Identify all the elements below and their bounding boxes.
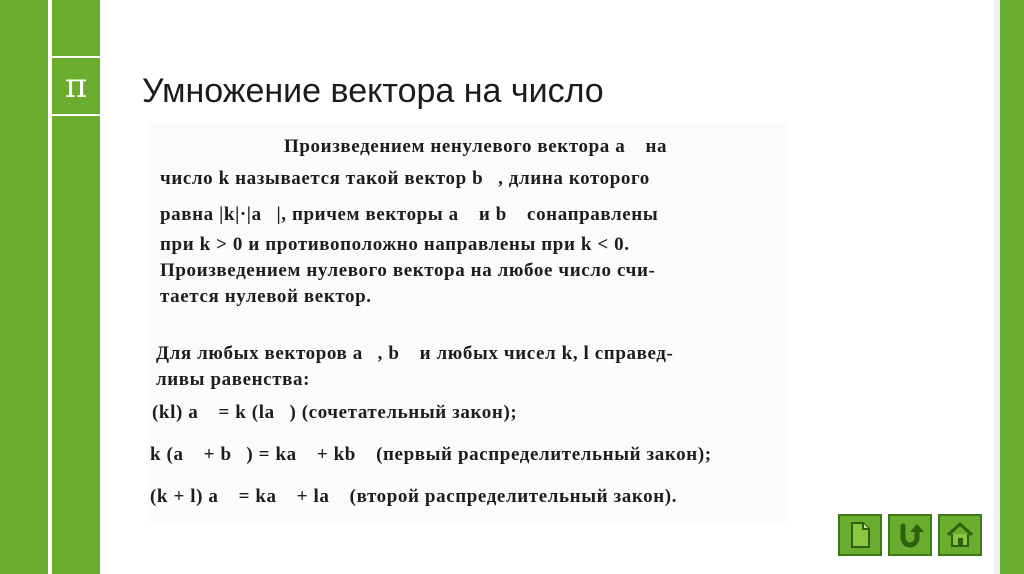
definition-line-1: Произведением ненулевого вектора a⃗ на: [284, 136, 668, 157]
laws-line-5: (k + l) a⃗ = ka⃗ + la⃗ (второй распределительный закон).: [150, 486, 678, 507]
definition-line-4: при k > 0 и противоположно направлены при k < 0.: [160, 234, 630, 255]
laws-line-2: ливы равенства:: [156, 369, 311, 390]
definition-line-6: тается нулевой вектор.: [160, 286, 372, 307]
home-icon: [945, 520, 975, 550]
pi-divider-top: [52, 56, 100, 58]
definition-line-5: Произведением нулевого вектора на любое число счи-: [160, 260, 656, 281]
laws-line-4: k (a⃗ + b⃗) = ka⃗ + kb⃗ (первый распределительный закон);: [150, 444, 712, 465]
return-icon: [895, 520, 925, 550]
left-decor-strip: [0, 0, 48, 574]
right-decor-strip: [1000, 0, 1024, 574]
definition-line-2: число k называется такой вектор b⃗, длина которого: [160, 168, 650, 189]
document-button[interactable]: [838, 514, 882, 556]
definition-line-3: равна |k|·|a⃗|, причем векторы a⃗ и b⃗ сонаправлены: [160, 204, 659, 225]
return-button[interactable]: [888, 514, 932, 556]
laws-line-3: (kl) a⃗ = k (la⃗) (сочетательный закон);: [152, 402, 518, 423]
pi-logo: [52, 60, 100, 112]
slide-title: Умножение вектора на число: [142, 72, 604, 110]
pi-divider-bottom: [52, 114, 100, 116]
home-button[interactable]: [938, 514, 982, 556]
laws-line-1: Для любых векторов a⃗, b⃗ и любых чисел k, l справед-: [156, 343, 674, 364]
pi-symbol: π: [64, 66, 88, 106]
document-icon: [845, 520, 875, 550]
